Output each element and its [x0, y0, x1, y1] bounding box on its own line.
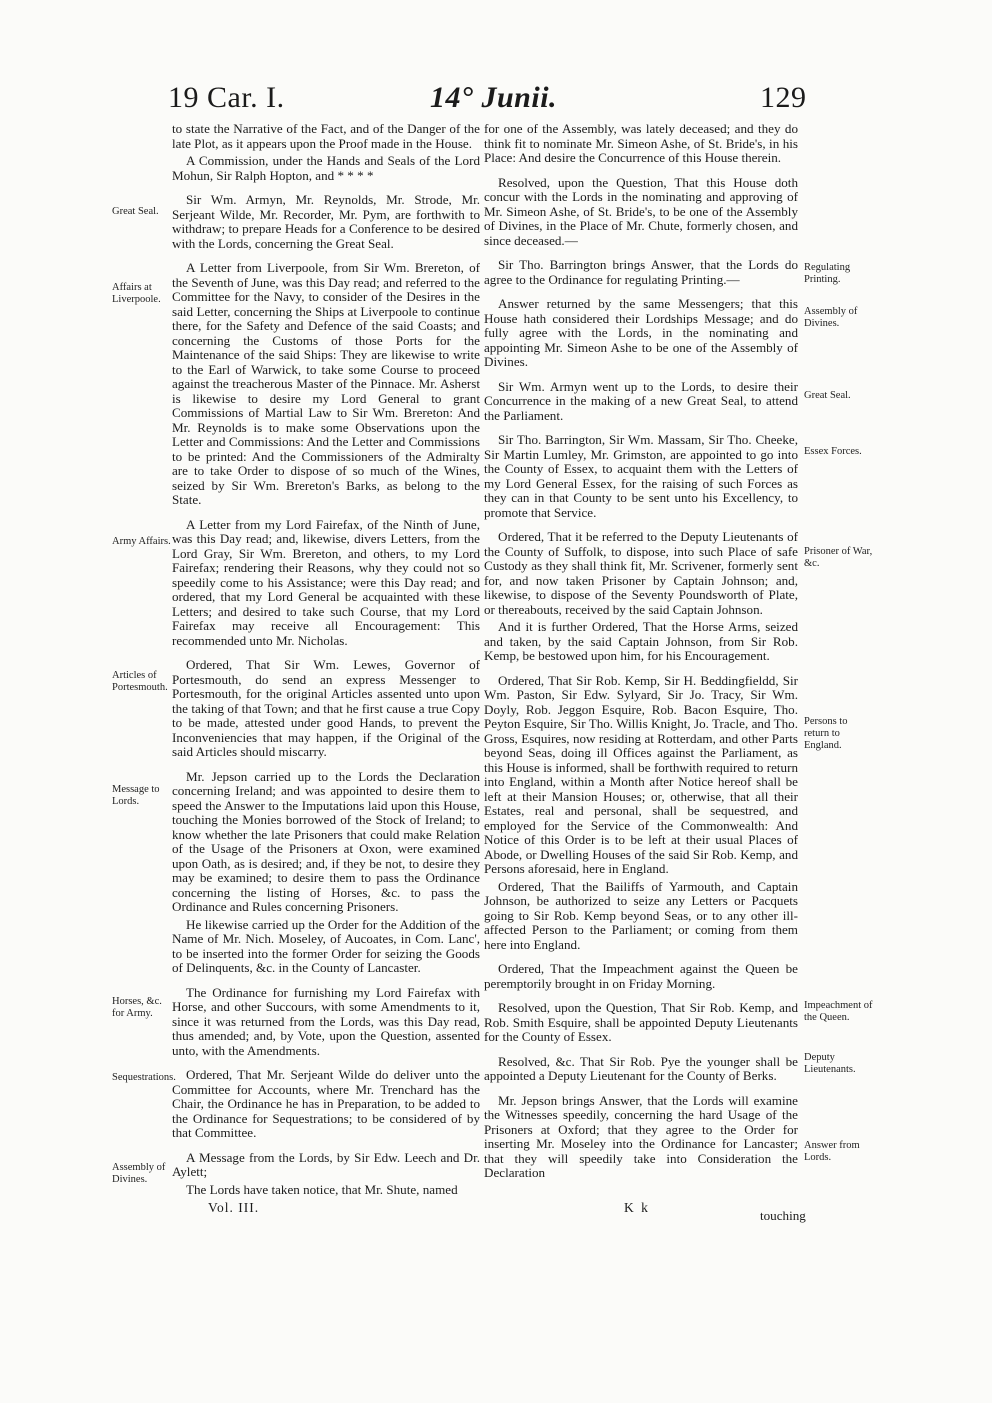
margin-note: Deputy Lieutenants.: [804, 1052, 856, 1075]
paragraph: Mr. Jepson brings Answer, that the Lords will examine the Witnesses speedily, concerning the hard Usage of the Prisoners at Oxford; that they agree to the Order for inserting Mr. Moseley into the Ordinance for Lancaster; that they will speedily take into Consideration the Declaration: [484, 1092, 798, 1180]
page-number: 129: [760, 81, 807, 114]
margin-note: Great Seal.: [112, 206, 159, 217]
paragraph: Mr. Jepson carried up to the Lords the Declaration concerning Ireland; and was appointed to desire them to speed the Answer to the Imputations laid upon this House, touching the Monies borrowed of the Stock of Ireland; to know whether the late Prisoners that could make Relation of the Usage of the Prisoners at Oxon, were examined upon Oath, as is desired; and, if they be not, to desire they may be examined; to desire them to pass the Ordinance concerning the listing of Horses, &c. to pass the Ordinance and Rules concerning Prisoners.: [172, 768, 480, 914]
paragraph: Ordered, That Sir Wm. Lewes, Governor of Portesmouth, do send an express Messenger to Portesmouth, for the original Articles assented unto upon the taking of that Town; and that he first cause a true Copy to be made, attested under good Hands, to prevent the Inconveniencies that may happen, if the Original of the said Articles should miscarry.: [172, 657, 480, 759]
left-column: [172, 122, 480, 1197]
signature-mark: K k: [624, 1200, 650, 1215]
paragraph: Ordered, That the Impeachment against the Queen be peremptorily brought in on Friday Morning.: [484, 961, 798, 991]
paragraph: Resolved, upon the Question, That Sir Rob. Kemp, and Rob. Smith Esquire, shall be appointed Deputy Lieutenants for the County of Essex.: [484, 1000, 798, 1044]
margin-note: Affairs at Liverpoole.: [112, 282, 161, 305]
page-date: 14° Junii.: [430, 81, 558, 114]
paragraph: for one of the Assembly, was lately deceased; and they do think fit to nominate Mr. Simeon Ashe, of St. Bride's, in his Place: And desire the Concurrence of this House therein.: [484, 121, 798, 165]
margin-note: Horses, &c. for Army.: [112, 996, 162, 1019]
margin-note: Answer from Lords.: [804, 1140, 860, 1163]
paragraph: He likewise carried up the Order for the Addition of the Name of Mr. Nich. Moseley, of Aucoates, in Com. Lanc', to be inserted into the former Order for seizing the Goods of Delinquents, &c. in the County of Lancaster.: [172, 916, 480, 975]
margin-note: Sequestrations.: [112, 1072, 176, 1083]
margin-note: Assembly of Divines.: [804, 306, 858, 329]
margin-note: Essex Forces.: [804, 446, 862, 457]
page-header: [0, 78, 992, 122]
paragraph: A Letter from my Lord Fairefax, of the Ninth of June, was this Day read; and, likewise, divers Letters, from the Lord Gray, Sir Wm. Brereton, and others, to my Lord Fairefax; rendering their Reasons, why they could not so speedily come to his Assistance; were this Day read; and ordered, that my Lord General be acquainted with these Letters; and desired to take such Course, that my Lord Fairefax may receive all Encouragement: This recommended unto Mr. Nicholas.: [172, 516, 480, 648]
paragraph: A Commission, under the Hands and Seals of the Lord Mohun, Sir Ralph Hopton, and * * * *: [172, 153, 480, 183]
margin-note: Impeachment of the Queen.: [804, 1000, 873, 1023]
paragraph: The Ordinance for furnishing my Lord Fairefax with Horse, and other Succours, with some Amendments to it, since it was returned from the Lords, was this Day read, thus amended; and, by Vote, upon the Question, assented unto, with the Amendments.: [172, 984, 480, 1058]
margin-note: Prisoner of War, &c.: [804, 546, 873, 569]
right-column: [484, 122, 798, 1181]
margin-note: Great Seal.: [804, 390, 851, 401]
paragraph: Sir Wm. Armyn went up to the Lords, to desire their Concurrence in the making of a new Great Seal, to attend the Parliament.: [484, 378, 798, 423]
paragraph: Sir Tho. Barrington, Sir Wm. Massam, Sir Tho. Cheeke, Sir Martin Lumley, Mr. Grimston, are appointed to go into the County of Essex, to acquaint them with the Letters of my Lord General Essex, for the raising of such Forces as they can in that County to be sent unto his Excellency, to promote that Service.: [484, 432, 798, 520]
paragraph: A Message from the Lords, by Sir Edw. Leech and Dr. Aylett;: [172, 1149, 480, 1179]
paragraph: The Lords have taken notice, that Mr. Shute, named: [186, 1181, 458, 1197]
margin-note: Articles of Portesmouth.: [112, 670, 168, 693]
paragraph: Resolved, &c. That Sir Rob. Pye the younger shall be appointed a Deputy Lieutenant for the County of Berks.: [484, 1053, 798, 1083]
paragraph: Sir Wm. Armyn, Mr. Reynolds, Mr. Strode, Mr. Serjeant Wilde, Mr. Recorder, Mr. Pym, are forthwith to withdraw; to prepare Heads for a Conference to be desired with the Lords, concerning the Great Seal.: [172, 192, 480, 251]
paragraph: A Letter from Liverpoole, from Sir Wm. Brereton, of the Seventh of June, was this Day read; and referred to the Committee for the Navy, to consider of the Desires in the said Letter, concerning the Ships at Liverpoole to continue there, for the Safety and Defence of the said Coasts; and concerning the Customs of those Ports for the Maintenance of the said Ships: They are likewise to write to the Earl of Warwick, to take some Course to proceed against the treacherous Master of the Pinnace. Mr. Asherst is likewise to desire my Lord General to grant Commissions of Martial Law to Sir Wm. Brereton: And Mr. Reynolds is to make some Observations upon the Letter and Commissions: And the Letter and Commissions to be printed: And the Commissioners of the Admiralty are to take Order to dispose of so much of the Wines, seized by Sir Wm. Brereton's Barks, as belong to the State.: [172, 260, 480, 507]
catchword: touching: [760, 1208, 806, 1223]
paragraph: Ordered, That Mr. Serjeant Wilde do deliver unto the Committee for Accounts, where Mr. Trenchard has the Chair, the Ordinance he has in Preparation, to be added to the Ordinance for Sequestrations; to be considered of by that Committee.: [172, 1067, 480, 1140]
paragraph: Ordered, That the Bailiffs of Yarmouth, and Captain Johnson, be authorized to seize any Letters or Pacquets going to Sir Rob. Kemp beyond Seas, or to any other ill-affected Person to the Parliament; or coming from them here into England.: [484, 878, 798, 952]
margin-note: Message to Lords.: [112, 784, 160, 807]
regnal-year: 19 Car. I.: [168, 81, 285, 114]
paragraph: And it is further Ordered, That the Horse Arms, seized and taken, by the said Captain Johnson, from Sir Rob. Kemp, be bestowed upon him, for his Encouragement.: [484, 619, 798, 663]
paragraph: Ordered, That Sir Rob. Kemp, Sir H. Beddingfieldd, Sir Wm. Paston, Sir Edw. Sylyard, Sir Jo. Tracy, Sir Wm. Doyly, Rob. Jeggon Esquire, Rob. Bacon Esquire, Tho. Peyton Esquire, Sir Tho. Willis Knight, Jo. Tracle, and Tho. Gross, Esquires, now residing at Rotterdam, and other Parts beyond Seas, doing ill Offices against the Parliament, as this House is informed, shall be forthwith required to return into England, within a Month after Notice hereof shall be left at their Mansion Houses; or, otherwise, that all their Estates, real and personal, shall be sequestred, and employed for the Service of the Commonwealth: And Notice of this Order is to be left at their usual Places of Abode, or Dwelling Houses of the said Sir Rob. Kemp, and Persons aforesaid, here in England.: [484, 672, 798, 876]
volume-mark: Vol. III.: [208, 1200, 260, 1215]
margin-note: Regulating Printing.: [804, 262, 851, 285]
margin-note: Persons to return to England.: [804, 716, 848, 751]
paragraph: Sir Tho. Barrington brings Answer, that the Lords do agree to the Ordinance for regulating Printing.—: [484, 257, 798, 287]
margin-note: Assembly of Divines.: [112, 1162, 166, 1185]
margin-note: Army Affairs.: [112, 536, 171, 547]
paragraph: Resolved, upon the Question, That this House doth concur with the Lords in the nominating and approving of Mr. Simeon Ashe, of St. Bride's, to be one of the Assembly of Divines, in the Place of Mr. Chute, formerly chosen, and since deceased.—: [484, 174, 798, 248]
paragraph: to state the Narrative of the Fact, and of the Danger of the late Plot, as it appears upon the Proof made in the House.: [172, 121, 480, 151]
paragraph: Ordered, That it be referred to the Deputy Lieutenants of the County of Suffolk, to dispose, into such Place of safe Custody as they shall think fit, Mr. Scrivener, formerly sent for, and now taken Prisoner by Captain Johnson; and, likewise, to dispose of the Seventy Poundsworth of Plate, or thereabouts, received by the said Captain Johnson.: [484, 529, 798, 617]
paragraph: Answer returned by the same Messengers; that this House hath considered their Lordships Message; and do fully agree with the Lords, in the nominating and appointing Mr. Simeon Ashe to be one of the Assembly of Divines.: [484, 296, 798, 369]
